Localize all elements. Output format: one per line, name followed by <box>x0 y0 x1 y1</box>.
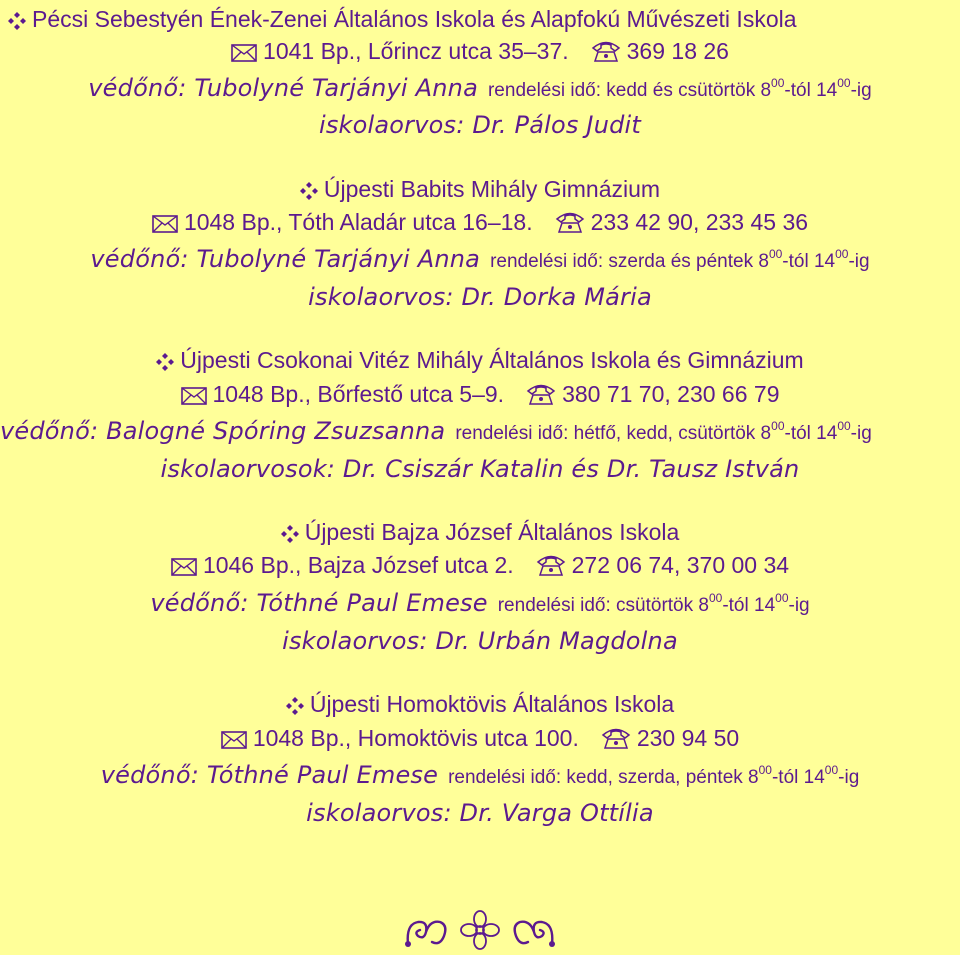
nurse-hours: védőnő: Tubolyné Tarjányi Anna rendelési idő: kedd és csütörtök $8^{00}$-tól $14^{00}-ig$ <box>88 74 872 102</box>
school-contact: 1041 Bp., Lőrincz utca 35–37. 369 18 26 <box>0 40 960 66</box>
envelope-icon <box>221 730 247 753</box>
footer-ornament <box>0 910 960 955</box>
envelope-icon <box>171 557 197 580</box>
telephone-icon <box>536 554 566 580</box>
nurse-hours: védőnő: Balogné Spóring Zsuzsanna rendelési idő: hétfő, kedd, csütörtök $8^{00}$-tól $14^{00}-ig$ <box>0 417 872 445</box>
nurse-label: védőnő: Tóthné Paul Emese <box>150 589 488 617</box>
envelope-icon <box>181 386 207 409</box>
school-contact: 1048 Bp., Tóth Aladár utca 16–18. 233 42 90, 233 45 36 <box>0 211 960 237</box>
nurse-hours: védőnő: Tubolyné Tarjányi Anna rendelési idő: szerda és péntek $8^{00}$-tól $14^{00}-ig$ <box>90 245 870 273</box>
telephone-icon <box>555 211 585 237</box>
flower-icon <box>456 937 508 954</box>
nurse-label: védőnő: Balogné Spóring Zsuzsanna <box>0 417 446 445</box>
school-doctor: iskolaorvosok: Dr. Csiszár Katalin és Dr. Tausz István <box>160 455 800 483</box>
school-doctor: iskolaorvos: Dr. Varga Ottília <box>306 799 654 827</box>
school-name: Újpesti Bajza József Általános Iskola <box>0 521 960 547</box>
school-contact: 1048 Bp., Bőrfestő utca 5–9. 380 71 70, 230 66 79 <box>0 383 960 409</box>
school-doctor: iskolaorvos: Dr. Pálos Judit <box>318 111 642 139</box>
nurse-label: védőnő: Tubolyné Tarjányi Anna <box>90 245 481 273</box>
school-name: Újpesti Homoktövis Általános Iskola <box>0 693 960 719</box>
telephone-icon <box>526 383 556 409</box>
nurse-label: védőnő: Tóthné Paul Emese <box>100 761 439 789</box>
scroll-ornament-icon <box>508 937 560 954</box>
school-doctor: iskolaorvos: Dr. Urbán Magdolna <box>282 627 678 655</box>
envelope-icon <box>152 214 178 237</box>
school-contact: 1046 Bp., Bajza József utca 2. 272 06 74, 370 00 34 <box>0 554 960 580</box>
diamond-bullet-icon <box>286 696 304 719</box>
telephone-icon <box>591 40 621 66</box>
nurse-hours: védőnő: Tóthné Paul Emese rendelési idő: csütörtök $8^{00}$-tól $14^{00}-ig$ <box>150 589 810 617</box>
nurse-label: védőnő: Tubolyné Tarjányi Anna <box>88 74 478 102</box>
diamond-bullet-icon <box>156 352 174 375</box>
school-contact: 1048 Bp., Homoktövis utca 100. 230 94 50 <box>0 727 960 753</box>
diamond-bullet-icon <box>281 524 299 547</box>
school-name: Pécsi Sebestyén Ének-Zenei Általános Iskola és Alapfokú Művészeti Iskola <box>0 8 960 34</box>
telephone-icon <box>601 727 631 753</box>
school-doctor: iskolaorvos: Dr. Dorka Mária <box>308 283 652 311</box>
school-name: Újpesti Csokonai Vitéz Mihály Általános Iskola és Gimnázium <box>0 349 960 375</box>
diamond-bullet-icon <box>8 11 26 34</box>
nurse-hours: védőnő: Tóthné Paul Emese rendelési idő: kedd, szerda, péntek $8^{00}$-tól $14^{00}-ig$ <box>100 761 860 789</box>
envelope-icon <box>231 43 257 66</box>
school-name: Újpesti Babits Mihály Gimnázium <box>0 178 960 204</box>
diamond-bullet-icon <box>300 181 318 204</box>
scroll-ornament-icon <box>400 937 456 954</box>
